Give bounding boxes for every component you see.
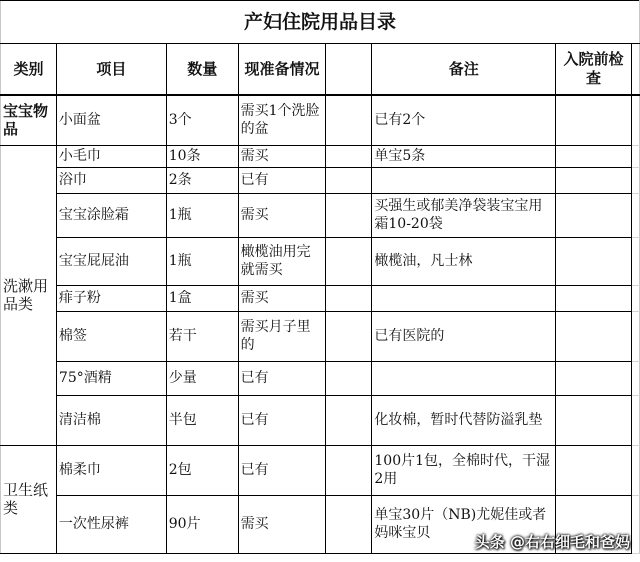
table-row	[1, 285, 640, 311]
quantity-cell: 2包	[166, 445, 238, 495]
check-cell	[556, 311, 632, 361]
quantity-cell: 1瓶	[166, 237, 238, 285]
edge-cell	[631, 445, 639, 495]
item-cell: 一次性尿裤	[56, 495, 166, 553]
item-cell: 清洁棉	[56, 395, 166, 445]
table-row	[1, 311, 640, 361]
empty-cell	[326, 167, 372, 193]
empty-cell	[326, 361, 372, 395]
table-row	[1, 193, 640, 237]
status-cell: 橄榄油用完就需买	[238, 237, 326, 285]
note-cell: 已有医院的	[372, 311, 556, 361]
quantity-cell: 半包	[166, 395, 238, 445]
check-cell	[556, 361, 632, 395]
header-row	[1, 44, 640, 96]
header-edge	[631, 44, 639, 96]
quantity-cell: 10条	[166, 145, 238, 167]
note-cell	[372, 361, 556, 395]
edge-cell	[631, 361, 639, 395]
empty-cell	[326, 395, 372, 445]
table-row	[1, 167, 640, 193]
watermark: 头条 @右右细毛和爸妈	[474, 533, 630, 551]
status-cell: 需买	[238, 145, 326, 167]
header-empty	[326, 44, 372, 96]
table-row	[1, 361, 640, 395]
title-row	[1, 1, 640, 44]
page-title: 产妇住院用品目录	[1, 1, 640, 44]
note-cell: 化妆棉，暂时代替防溢乳垫	[372, 395, 556, 445]
table-row	[1, 145, 640, 167]
check-cell	[556, 285, 632, 311]
empty-cell	[326, 145, 372, 167]
note-cell	[372, 285, 556, 311]
table-row	[1, 445, 640, 495]
status-cell: 已有	[238, 395, 326, 445]
edge-cell	[631, 285, 639, 311]
status-cell: 已有	[238, 361, 326, 395]
quantity-cell: 若干	[166, 311, 238, 361]
item-cell: 棉柔巾	[56, 445, 166, 495]
group-wash: 洗漱用品类	[1, 145, 57, 445]
item-cell: 小毛巾	[56, 145, 166, 167]
check-cell	[556, 167, 632, 193]
note-cell: 橄榄油，凡士林	[372, 237, 556, 285]
item-cell: 浴巾	[56, 167, 166, 193]
empty-cell	[326, 495, 372, 553]
edge-cell	[631, 95, 639, 145]
status-cell: 需买	[238, 495, 326, 553]
quantity-cell: 少量	[166, 361, 238, 395]
check-cell	[556, 95, 632, 145]
check-cell	[556, 193, 632, 237]
quantity-cell: 90片	[166, 495, 238, 553]
group-paper: 卫生纸类	[1, 445, 57, 553]
edge-cell	[631, 237, 639, 285]
note-cell: 已有2个	[372, 95, 556, 145]
empty-cell	[326, 237, 372, 285]
quantity-cell: 2条	[166, 167, 238, 193]
item-cell: 痱子粉	[56, 285, 166, 311]
item-cell: 棉签	[56, 311, 166, 361]
note-cell: 单宝5条	[372, 145, 556, 167]
edge-cell	[631, 311, 639, 361]
note-cell	[372, 167, 556, 193]
header-item: 项目	[56, 44, 166, 96]
edge-cell	[631, 167, 639, 193]
header-category: 类别	[1, 44, 57, 96]
quantity-cell: 3个	[166, 95, 238, 145]
check-cell	[556, 445, 632, 495]
status-cell: 需买	[238, 285, 326, 311]
edge-cell	[631, 495, 639, 553]
check-cell	[556, 237, 632, 285]
note-cell: 单宝30片（NB)尤妮佳或者妈咪宝贝	[372, 495, 556, 553]
status-cell: 已有	[238, 445, 326, 495]
empty-cell	[326, 285, 372, 311]
note-cell: 买强生或郁美净袋装宝宝用霜10-20袋	[372, 193, 556, 237]
status-cell: 需买月子里的	[238, 311, 326, 361]
empty-cell	[326, 193, 372, 237]
item-cell: 宝宝涂脸霜	[56, 193, 166, 237]
status-cell: 需买	[238, 193, 326, 237]
header-check: 入院前检查	[556, 44, 632, 96]
header-quantity: 数量	[166, 44, 238, 96]
group-baby: 宝宝物品	[1, 95, 57, 145]
item-cell: 75°酒精	[56, 361, 166, 395]
item-cell: 小面盆	[56, 95, 166, 145]
table-row	[1, 395, 640, 445]
item-cell: 宝宝屁屁油	[56, 237, 166, 285]
edge-cell	[631, 193, 639, 237]
check-cell	[556, 145, 632, 167]
quantity-cell: 1盒	[166, 285, 238, 311]
status-cell: 已有	[238, 167, 326, 193]
status-cell: 需买1个洗脸的盆	[238, 95, 326, 145]
edge-cell	[631, 395, 639, 445]
empty-cell	[326, 311, 372, 361]
table-row	[1, 237, 640, 285]
header-notes: 备注	[372, 44, 556, 96]
edge-cell	[631, 145, 639, 167]
check-cell	[556, 395, 632, 445]
table-row	[1, 95, 640, 145]
header-status: 现准备情况	[238, 44, 326, 96]
quantity-cell: 1瓶	[166, 193, 238, 237]
empty-cell	[326, 95, 372, 145]
empty-cell	[326, 445, 372, 495]
note-cell: 100片1包，全棉时代，干湿2用	[372, 445, 556, 495]
